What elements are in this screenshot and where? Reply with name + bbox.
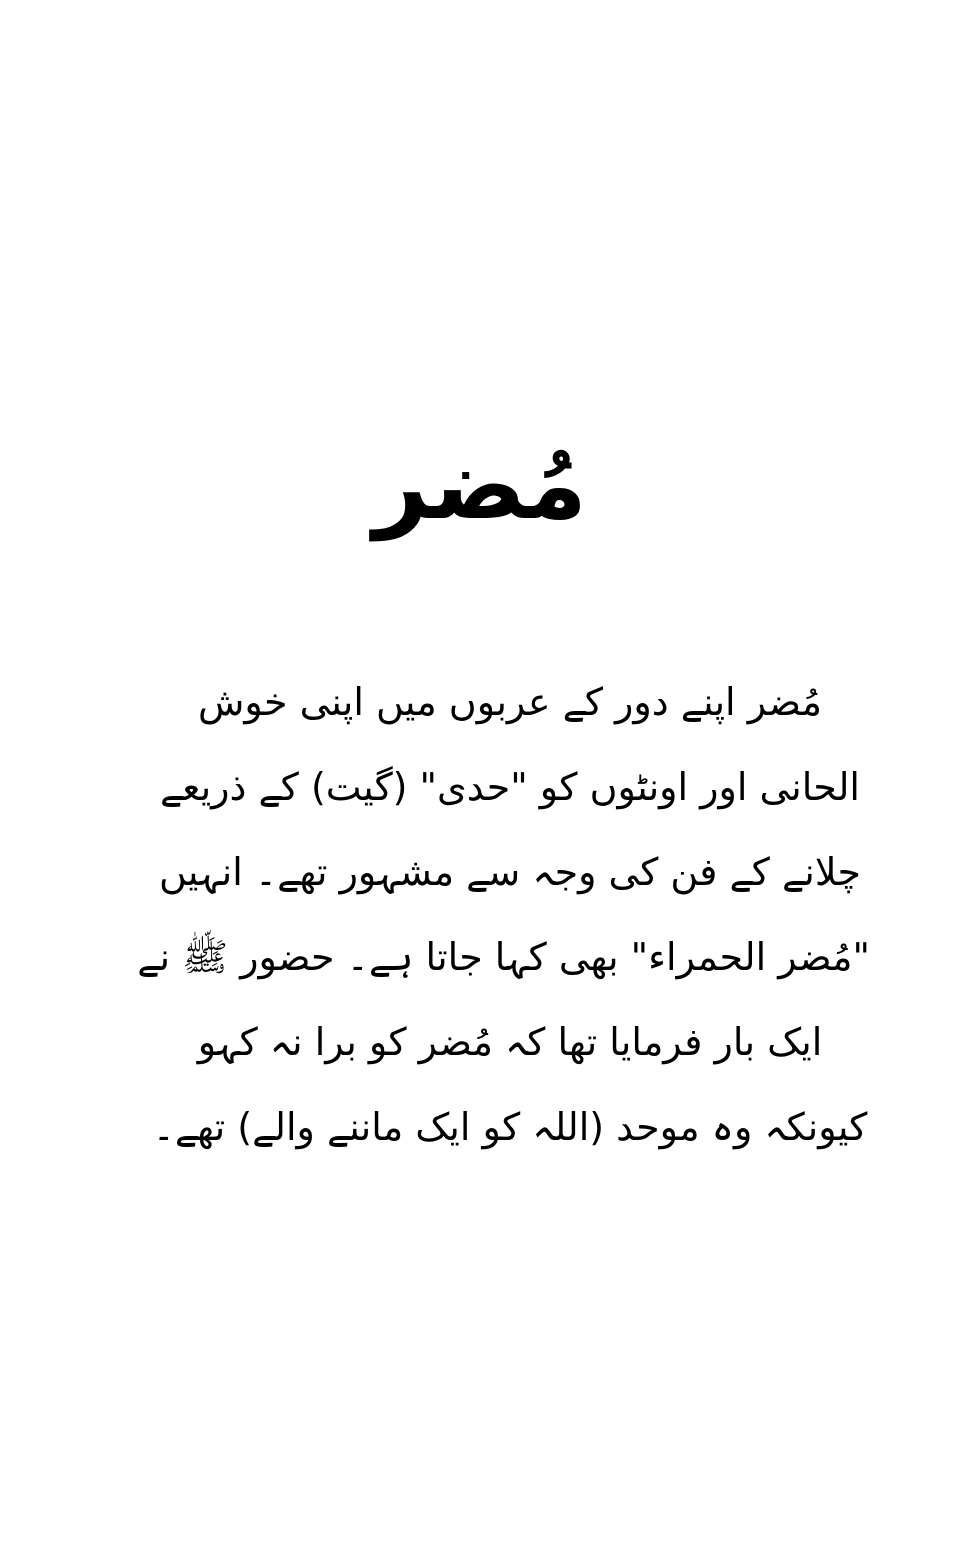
paragraph-line: چلانے کے فن کی وجہ سے مشہور تھے۔ انہیں [159, 850, 861, 894]
paragraph-line: "مُضر الحمراء" بھی کہا جاتا ہے۔ حضور ﷺ نے [137, 935, 870, 979]
body-paragraph [137, 660, 870, 1170]
paragraph-line: مُضر اپنے دور کے عربوں میں اپنی خوش [198, 680, 822, 724]
page-title: مُضر [373, 429, 587, 541]
paragraph-line: الحانی اور اونٹوں کو "حدی" (گیت) کے ذریعے [160, 765, 860, 809]
paragraph-line: کیونکہ وہ موحد (اللہ کو ایک ماننے والے) تھے۔ [152, 1105, 868, 1149]
paragraph-line: ایک بار فرمایا تھا کہ مُضر کو برا نہ کہو [197, 1020, 823, 1064]
